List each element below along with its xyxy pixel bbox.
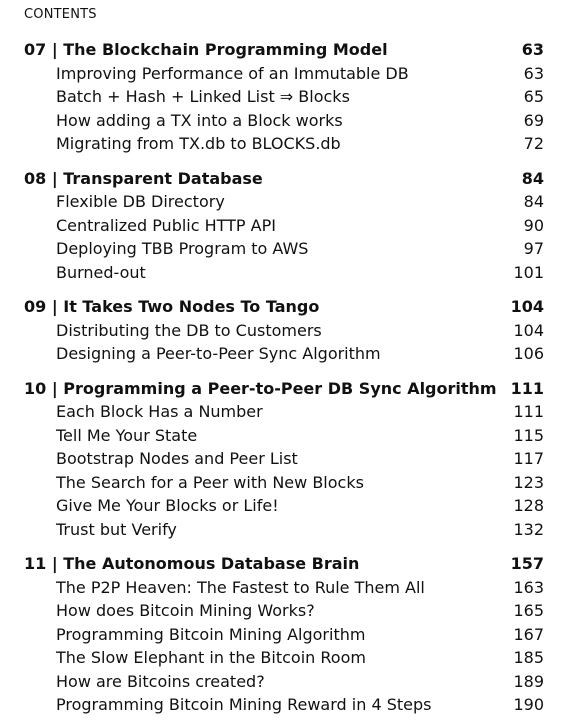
section-page-number: 63: [523, 63, 544, 83]
section-page-number: 84: [523, 192, 544, 211]
chapter-title: 08 | Transparent Database: [24, 168, 263, 188]
section-title: How adding a TX into a Block works: [56, 110, 343, 130]
section-title: Give Me Your Blocks or Life!: [56, 496, 279, 515]
section-title: Bootstrap Nodes and Peer List: [56, 449, 298, 468]
section-entry[interactable]: [24, 646, 544, 670]
chapter-block: [24, 295, 544, 366]
chapter-title: 09 | It Takes Two Nodes To Tango: [24, 297, 320, 316]
section-page-number: 65: [523, 87, 544, 106]
section-entry[interactable]: [24, 109, 544, 133]
section-page-number: 72: [523, 134, 544, 153]
chapter-block: [24, 38, 544, 156]
section-page-number: 97: [523, 239, 544, 258]
chapter-block: [24, 167, 544, 285]
section-page-number: 167: [513, 624, 544, 644]
section-title: The P2P Heaven: The Fastest to Rule Them All: [56, 577, 425, 597]
section-entry[interactable]: [24, 342, 544, 366]
chapter-page-number: 63: [521, 40, 544, 59]
section-title: Burned-out: [56, 262, 146, 282]
section-entry[interactable]: [24, 62, 544, 86]
section-entry[interactable]: [24, 576, 544, 600]
section-title: Centralized Public HTTP API: [56, 215, 276, 235]
section-entry[interactable]: [24, 494, 544, 518]
chapter-title: 11 | The Autonomous Database Brain: [24, 554, 360, 573]
section-entry[interactable]: [24, 447, 544, 471]
section-entry[interactable]: [24, 424, 544, 448]
section-title: How are Bitcoins created?: [56, 671, 265, 691]
chapter-page-number: 104: [510, 297, 544, 316]
section-page-number: 111: [513, 402, 544, 421]
section-entry[interactable]: [24, 190, 544, 214]
chapter-entry[interactable]: [24, 552, 544, 576]
section-title: Deploying TBB Program to AWS: [56, 239, 309, 258]
section-page-number: 90: [523, 215, 544, 235]
section-entry[interactable]: [24, 214, 544, 238]
chapter-title: 10 | Programming a Peer-to-Peer DB Sync Algorithm: [24, 378, 497, 398]
section-entry[interactable]: [24, 623, 544, 647]
section-page-number: 106: [513, 344, 544, 363]
section-title: How does Bitcoin Mining Works?: [56, 601, 315, 620]
section-title: Programming Bitcoin Mining Algorithm: [56, 624, 366, 644]
section-page-number: 132: [513, 519, 544, 539]
section-title: Designing a Peer-to-Peer Sync Algorithm: [56, 344, 381, 363]
section-entry[interactable]: [24, 599, 544, 623]
chapter-page-number: 84: [521, 168, 544, 188]
section-entry[interactable]: [24, 237, 544, 261]
section-entry[interactable]: [24, 670, 544, 694]
section-page-number: 189: [513, 671, 544, 691]
chapter-entry[interactable]: [24, 38, 544, 62]
section-title: Flexible DB Directory: [56, 192, 225, 211]
section-title: The Slow Elephant in the Bitcoin Room: [56, 648, 366, 667]
section-title: The Search for a Peer with New Blocks: [56, 472, 364, 492]
section-title: Distributing the DB to Customers: [56, 320, 322, 340]
section-page-number: 128: [513, 496, 544, 515]
section-page-number: 163: [513, 577, 544, 597]
section-entry[interactable]: [24, 471, 544, 495]
chapter-entry[interactable]: [24, 377, 544, 401]
chapter-title: 07 | The Blockchain Programming Model: [24, 40, 388, 59]
section-title: Tell Me Your State: [56, 425, 198, 445]
chapter-block: [24, 377, 544, 542]
section-entry[interactable]: [24, 319, 544, 343]
section-page-number: 185: [513, 648, 544, 667]
chapter-entry[interactable]: [24, 295, 544, 319]
section-page-number: 165: [513, 601, 544, 620]
section-title: Each Block Has a Number: [56, 402, 263, 421]
section-page-number: 123: [513, 472, 544, 492]
section-entry[interactable]: [24, 261, 544, 285]
chapter-block: [24, 552, 544, 717]
section-title: Trust but Verify: [56, 519, 177, 539]
chapter-page-number: 157: [510, 554, 544, 573]
section-page-number: 190: [513, 695, 544, 714]
section-entry[interactable]: [24, 693, 544, 717]
table-of-contents: [24, 38, 544, 728]
chapter-entry[interactable]: [24, 167, 544, 191]
section-entry[interactable]: [24, 132, 544, 156]
section-page-number: 115: [513, 425, 544, 445]
section-title: Migrating from TX.db to BLOCKS.db: [56, 134, 341, 153]
section-page-number: 104: [513, 320, 544, 340]
chapter-page-number: 111: [510, 378, 544, 398]
section-entry[interactable]: [24, 400, 544, 424]
section-entry[interactable]: [24, 518, 544, 542]
section-page-number: 69: [523, 110, 544, 130]
section-page-number: 101: [513, 262, 544, 282]
section-title: Programming Bitcoin Mining Reward in 4 Steps: [56, 695, 432, 714]
section-page-number: 117: [513, 449, 544, 468]
section-entry[interactable]: [24, 85, 544, 109]
contents-header: CONTENTS: [24, 7, 97, 22]
section-title: Improving Performance of an Immutable DB: [56, 63, 409, 83]
section-title: Batch + Hash + Linked List ⇒ Blocks: [56, 87, 350, 106]
